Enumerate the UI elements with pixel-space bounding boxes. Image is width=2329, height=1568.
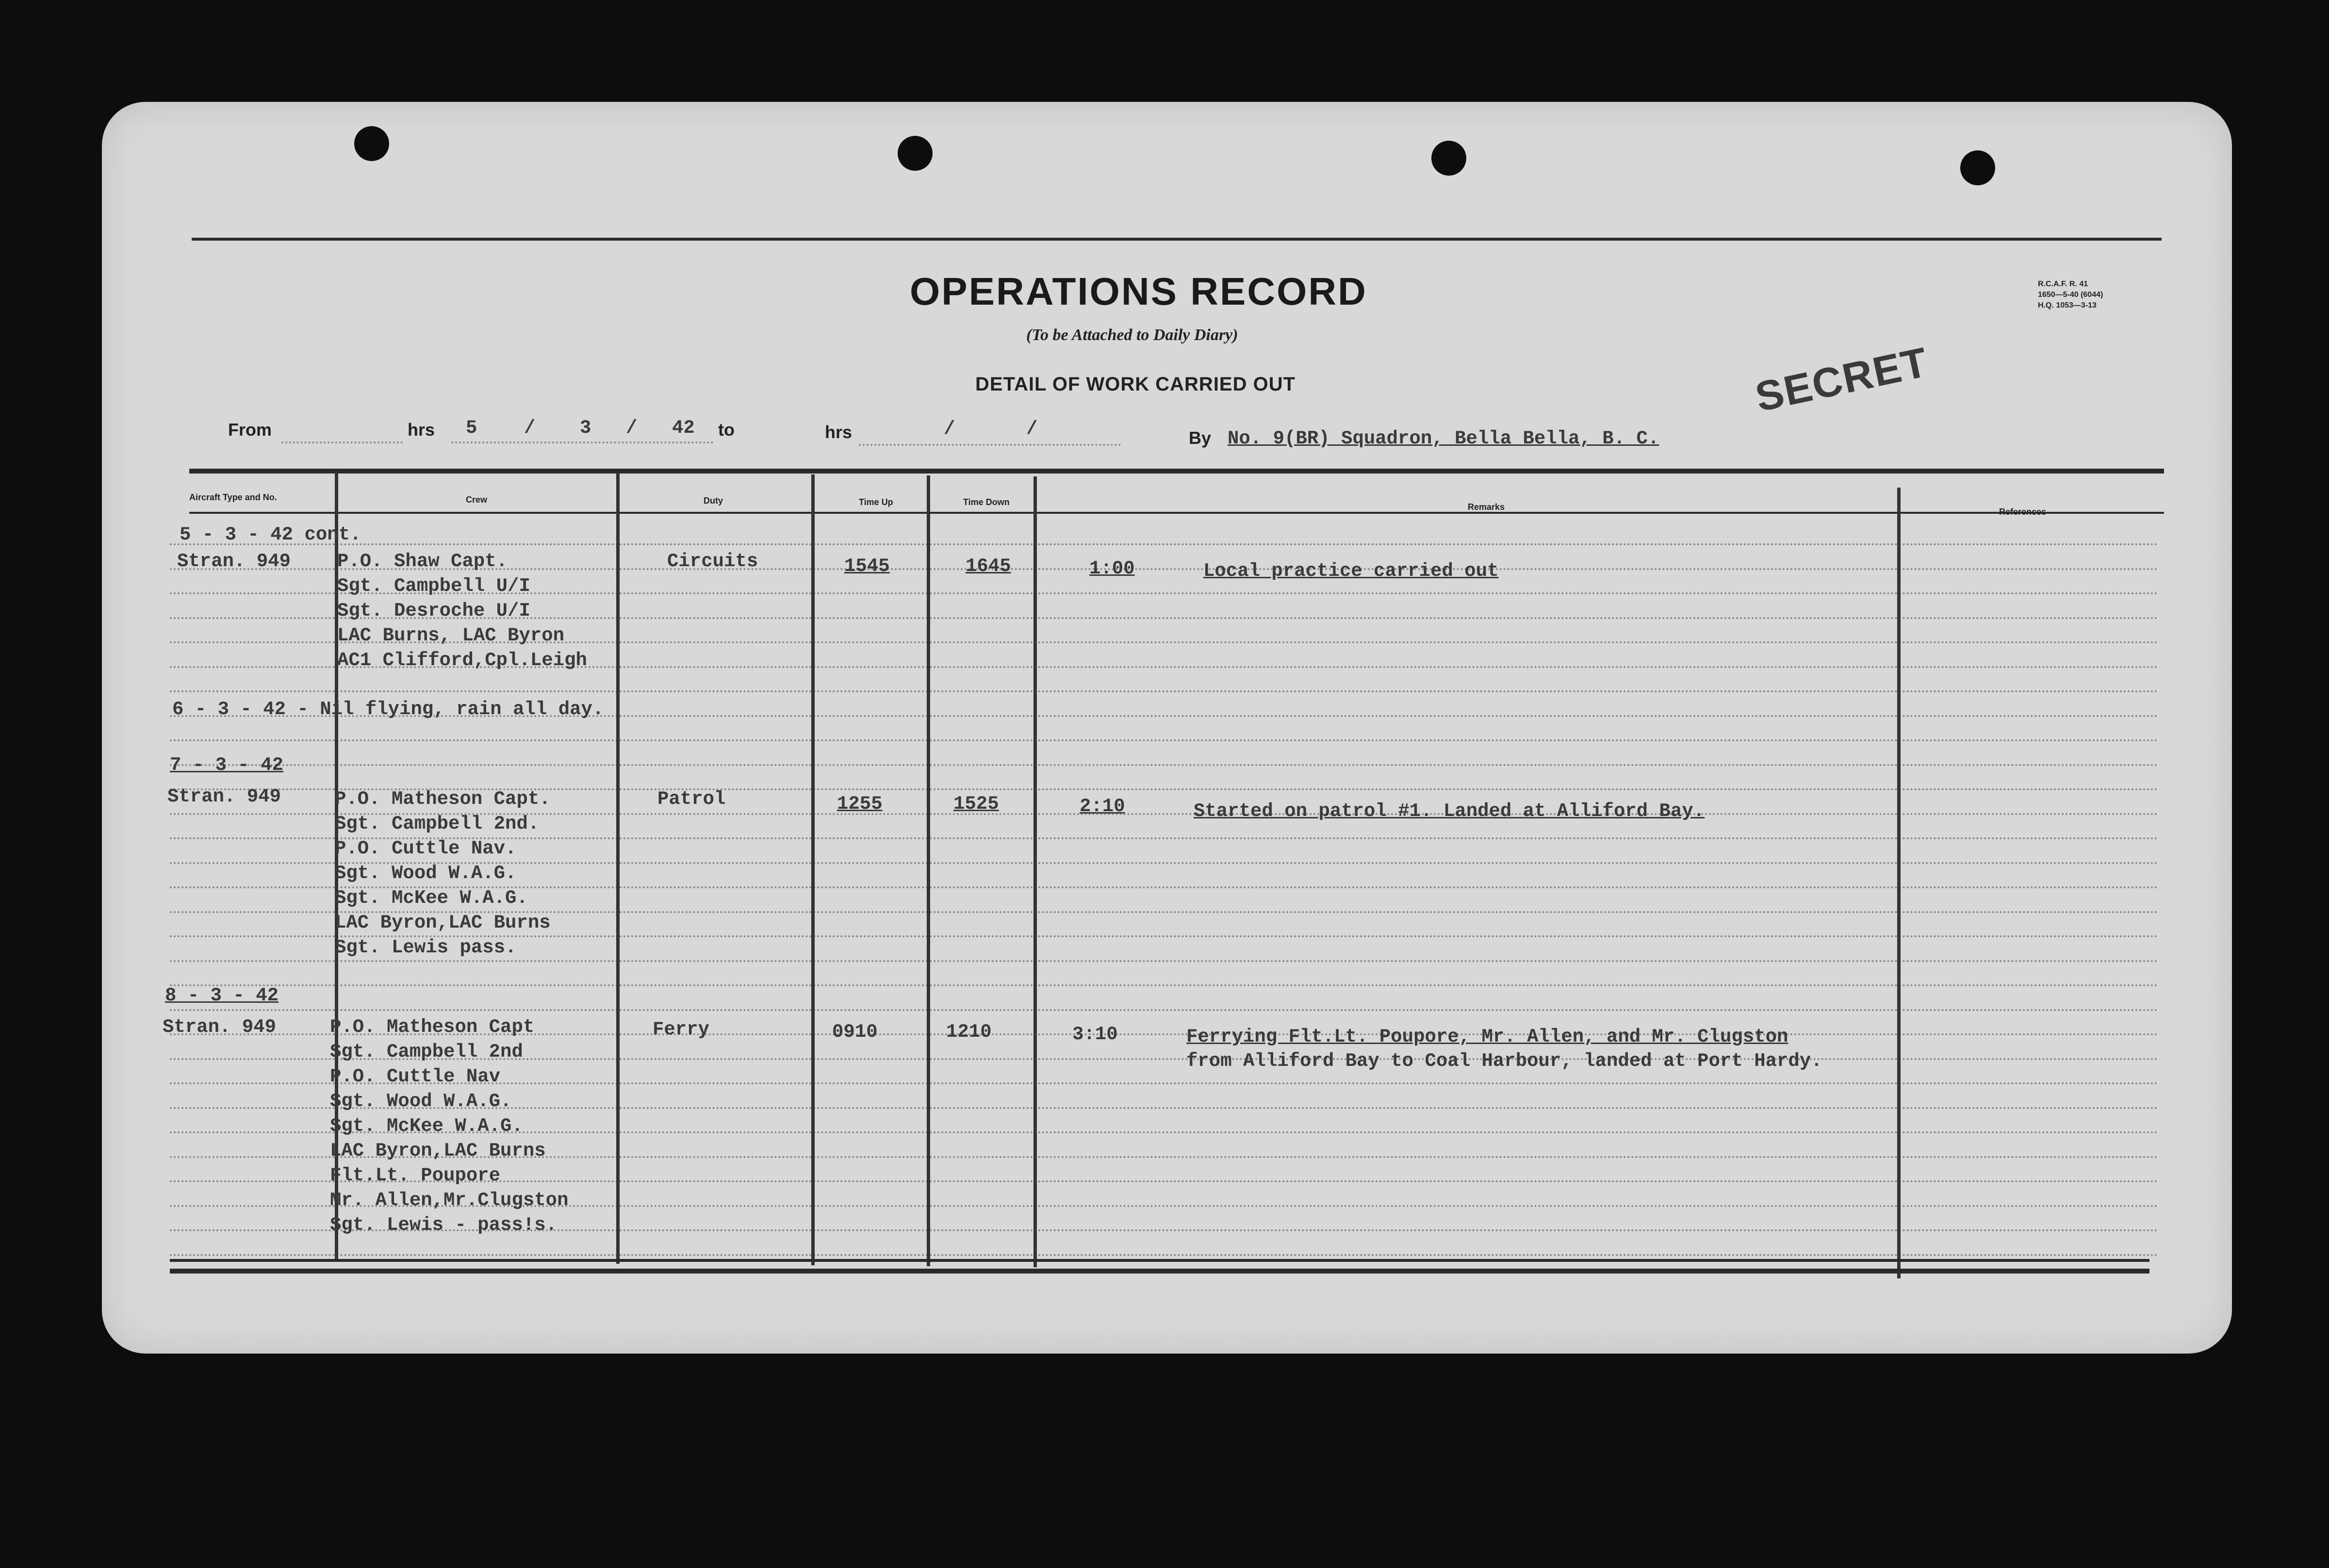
- entry-time-up: 1255: [837, 793, 883, 815]
- entry-duty: Circuits: [667, 551, 758, 572]
- top-rule: [192, 238, 2162, 241]
- from-label: From: [228, 420, 272, 440]
- hrs-label: hrs: [408, 420, 435, 440]
- entry-date: 7 - 3 - 42: [170, 754, 284, 776]
- entry-crew: LAC Byron,LAC Burns: [330, 1140, 546, 1161]
- hrs-label: hrs: [825, 422, 853, 442]
- entry-time-down: 1525: [953, 793, 999, 815]
- entry-crew: Sgt. Campbell 2nd: [330, 1041, 523, 1062]
- col-references: References: [1999, 507, 2047, 517]
- secret-stamp: SECRET: [1751, 339, 1933, 421]
- table-bottom-rule-2: [170, 1269, 2149, 1274]
- entry-remarks: Ferrying Flt.Lt. Poupore, Mr. Allen, and Mr. Clugston: [1186, 1026, 1788, 1047]
- form-reference: R.C.A.F. R. 41 1650—5-40 (6044) H.Q. 1053—3-13: [2038, 280, 2103, 310]
- entry-time-down: 1645: [966, 555, 1011, 577]
- detail-heading: DETAIL OF WORK CARRIED OUT: [975, 374, 1296, 395]
- day-value: 5: [466, 417, 477, 439]
- entry-crew: P.O. Shaw Capt.: [337, 551, 508, 572]
- entry-date: 6 - 3 - 42 - Nil flying, rain all day.: [172, 699, 604, 720]
- entry-crew: P.O. Matheson Capt: [330, 1016, 535, 1038]
- unit-value: No. 9(BR) Squadron, Bella Bella, B. C.: [1228, 428, 1659, 449]
- form-subtitle: (To be Attached to Daily Diary): [1026, 326, 1238, 344]
- col-remarks: Remarks: [1468, 502, 1505, 512]
- col-divider: [616, 473, 620, 1264]
- row-rule: [170, 1254, 2159, 1256]
- entry-duration: 1:00: [1089, 558, 1135, 579]
- entry-crew: Sgt. Wood W.A.G.: [330, 1091, 512, 1112]
- by-label: By: [1189, 428, 1212, 448]
- entry-crew: Sgt. Campbell U/I: [337, 575, 530, 597]
- entry-aircraft: Stran. 949: [177, 551, 291, 572]
- record-card: [102, 102, 2232, 1354]
- punch-hole: [1431, 141, 1466, 176]
- header-bottom-rule: [189, 512, 2164, 514]
- table-top-rule: [189, 469, 2164, 474]
- entry-duty: Patrol: [657, 788, 726, 810]
- col-aircraft: Aircraft Type and No.: [189, 492, 277, 502]
- month-value: 3: [580, 417, 591, 439]
- entry-time-up: 0910: [832, 1021, 878, 1043]
- form-title: OPERATIONS RECORD: [910, 270, 1367, 313]
- entry-remarks: Started on patrol #1. Landed at Alliford Bay.: [1194, 800, 1705, 822]
- col-divider: [1033, 476, 1037, 1267]
- from-field-line: [281, 441, 403, 443]
- date-field-line: [451, 441, 713, 443]
- entry-crew: Sgt. McKee W.A.G.: [330, 1115, 523, 1137]
- entry-crew: Flt.Lt. Poupore: [330, 1165, 501, 1186]
- to-field-line: [859, 444, 1121, 446]
- entry-crew: P.O. Cuttle Nav: [330, 1066, 501, 1087]
- entry-crew: Mr. Allen,Mr.Clugston: [330, 1190, 569, 1211]
- col-duty: Duty: [704, 496, 723, 506]
- punch-hole: [898, 136, 933, 171]
- entry-crew: P.O. Cuttle Nav.: [335, 838, 517, 859]
- date-separator: /: [524, 417, 536, 439]
- row-rule: [170, 1009, 2159, 1011]
- entry-crew: Sgt. Desroche U/I: [337, 600, 530, 621]
- row-rule: [170, 739, 2159, 741]
- entry-crew: LAC Burns, LAC Byron: [337, 625, 565, 646]
- entry-crew: LAC Byron,LAC Burns: [335, 912, 551, 933]
- date-separator: /: [1026, 418, 1038, 440]
- row-rule: [170, 960, 2159, 962]
- col-divider: [1897, 488, 1901, 1278]
- row-rule: [170, 690, 2159, 692]
- col-time-down: Time Down: [963, 497, 1010, 507]
- entry-crew: Sgt. Lewis - pass!s.: [330, 1214, 558, 1236]
- entry-crew: Sgt. Wood W.A.G.: [335, 863, 517, 884]
- entry-duty: Ferry: [653, 1019, 710, 1040]
- entry-duration: 2:10: [1080, 796, 1125, 817]
- row-rule: [170, 984, 2159, 986]
- col-time-up: Time Up: [859, 497, 893, 507]
- row-rule: [170, 543, 2159, 545]
- entry-duration: 3:10: [1072, 1024, 1118, 1045]
- date-separator: /: [944, 418, 955, 440]
- entry-crew: P.O. Matheson Capt.: [335, 788, 551, 810]
- entry-crew: Sgt. McKee W.A.G.: [335, 887, 528, 909]
- entry-time-up: 1545: [844, 555, 890, 577]
- year-value: 42: [672, 417, 695, 439]
- entry-aircraft: Stran. 949: [167, 786, 281, 807]
- col-divider: [927, 475, 930, 1266]
- entry-time-down: 1210: [946, 1021, 992, 1043]
- entry-crew: Sgt. Campbell 2nd.: [335, 813, 540, 834]
- col-crew: Crew: [466, 495, 488, 505]
- entry-crew: Sgt. Lewis pass.: [335, 937, 517, 958]
- punch-hole: [354, 126, 389, 161]
- entry-aircraft: Stran. 949: [163, 1016, 277, 1038]
- entry-crew: AC1 Clifford,Cpl.Leigh: [337, 650, 587, 671]
- date-separator: /: [626, 417, 638, 439]
- table-bottom-rule: [170, 1259, 2149, 1262]
- to-label: to: [718, 420, 735, 440]
- entry-remarks: Local practice carried out: [1203, 560, 1499, 582]
- punch-hole: [1960, 150, 1995, 185]
- row-rule: [170, 764, 2159, 766]
- entry-date: 5 - 3 - 42 cont.: [180, 524, 361, 545]
- col-divider: [811, 474, 815, 1265]
- entry-date: 8 - 3 - 42: [165, 985, 279, 1006]
- entry-remarks: from Alliford Bay to Coal Harbour, landed at Port Hardy.: [1186, 1050, 1822, 1072]
